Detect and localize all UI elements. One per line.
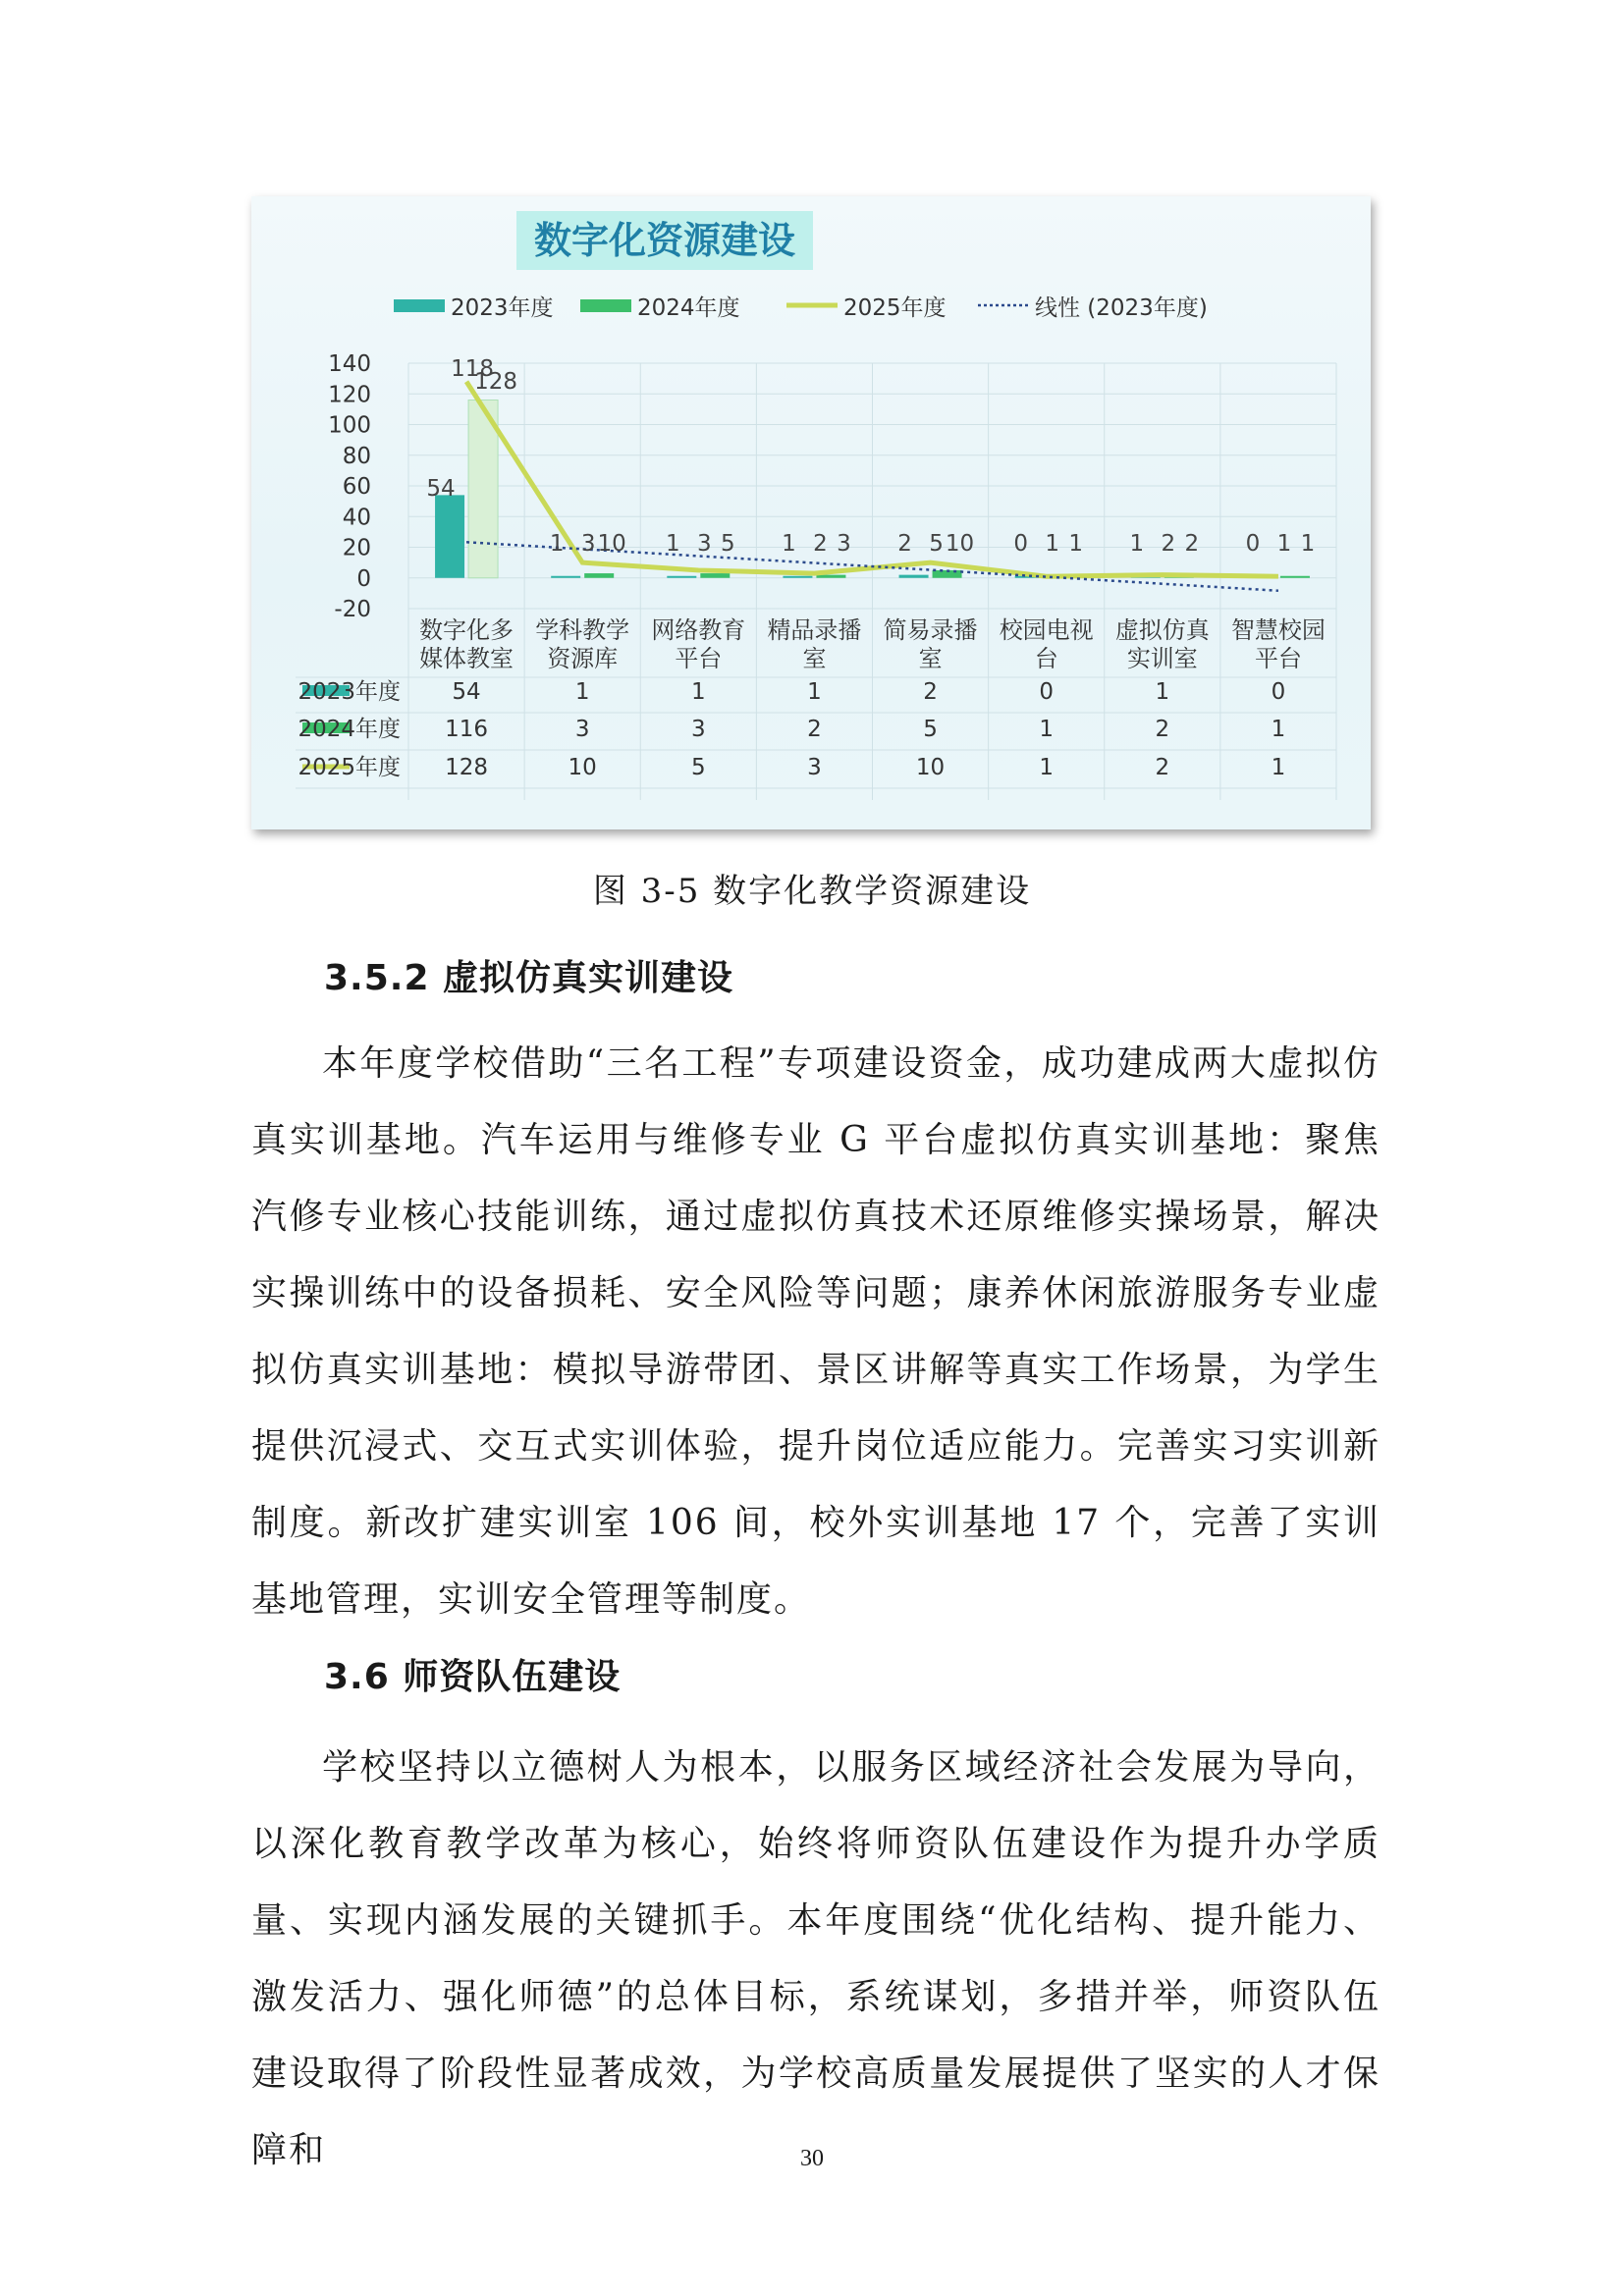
category-label: 室 xyxy=(802,645,827,672)
data-label: 118 xyxy=(451,356,495,382)
legend-swatch xyxy=(580,299,631,312)
category-label: 校园电视 xyxy=(999,616,1094,644)
table-cell: 2 xyxy=(807,717,822,742)
data-label: 0 xyxy=(1013,530,1029,557)
data-label: 1 xyxy=(1068,530,1084,557)
bar-2024 xyxy=(584,573,614,578)
category-label: 资源库 xyxy=(547,645,619,672)
table-cell: 2 xyxy=(923,679,938,705)
bar-2024 xyxy=(1280,576,1310,578)
data-label: 3 xyxy=(837,530,851,557)
table-cell: 2 xyxy=(1155,755,1170,780)
table-cell: 5 xyxy=(690,755,706,780)
legend-label: 2024年度 xyxy=(637,295,740,321)
table-cell: 2 xyxy=(1155,717,1170,742)
data-label: 2 xyxy=(813,530,828,557)
data-label: 2 xyxy=(1161,530,1176,557)
category-label: 平台 xyxy=(1254,645,1302,672)
section-heading-3-6: 3.6 师资队伍建设 xyxy=(324,1657,622,1697)
table-row-label: 2023年度 xyxy=(298,679,401,705)
data-label: 1 xyxy=(549,530,565,557)
category-label: 智慧校园 xyxy=(1230,616,1326,644)
category-label: 精品录播 xyxy=(767,616,862,644)
data-label: 1 xyxy=(1045,530,1060,557)
category-label: 室 xyxy=(918,645,943,672)
table-cell: 10 xyxy=(915,755,946,780)
category-label: 媒体教室 xyxy=(419,645,514,672)
data-label: 1 xyxy=(782,530,796,557)
table-row-label: 2025年度 xyxy=(298,755,401,780)
data-label: 3 xyxy=(696,530,712,557)
category-label: 平台 xyxy=(675,645,723,672)
table-cell: 1 xyxy=(1271,755,1286,780)
y-tick-label: 60 xyxy=(342,474,371,500)
section-heading-3-5-2: 3.5.2 虚拟仿真实训建设 xyxy=(324,958,734,998)
data-label: 1 xyxy=(1129,530,1145,557)
bar-2023 xyxy=(783,576,812,578)
bar-2023 xyxy=(667,576,696,578)
data-label: 2 xyxy=(897,530,912,557)
table-cell: 1 xyxy=(1155,679,1170,705)
category-label: 简易录播 xyxy=(883,616,978,644)
bar-2023 xyxy=(551,576,580,578)
table-cell: 1 xyxy=(690,679,706,705)
category-label: 台 xyxy=(1034,645,1058,672)
y-tick-label: 0 xyxy=(356,565,371,592)
data-label: 1 xyxy=(1276,530,1292,557)
data-label: 0 xyxy=(1245,530,1261,557)
category-label: 网络教育 xyxy=(651,616,746,644)
data-label: 10 xyxy=(945,530,975,557)
data-label: 10 xyxy=(597,530,626,557)
legend-label: 2025年度 xyxy=(843,295,947,321)
chart-figure xyxy=(251,196,1371,829)
chart-svg xyxy=(251,196,1371,829)
legend-label: 线性 (2023年度) xyxy=(1035,295,1208,321)
category-label: 实训室 xyxy=(1126,645,1198,672)
y-tick-label: 80 xyxy=(342,443,371,469)
table-cell: 1 xyxy=(1039,755,1055,780)
data-label: 54 xyxy=(426,476,456,502)
legend-swatch xyxy=(394,299,445,312)
bar-2023 xyxy=(435,495,464,577)
data-label: 1 xyxy=(665,530,680,557)
table-cell: 116 xyxy=(445,717,489,742)
table-cell: 128 xyxy=(445,755,489,780)
y-tick-label: 120 xyxy=(328,382,371,408)
table-cell: 1 xyxy=(1039,717,1055,742)
chart-title: 数字化资源建设 xyxy=(533,219,796,262)
legend-label: 2023年度 xyxy=(451,295,554,321)
page-number: 30 xyxy=(800,2146,824,2171)
table-cell: 3 xyxy=(807,755,822,780)
table-cell: 1 xyxy=(574,679,590,705)
data-label: 128 xyxy=(474,369,518,395)
y-tick-label: -20 xyxy=(334,597,371,622)
table-cell: 10 xyxy=(568,755,597,780)
category-label: 数字化多 xyxy=(419,616,514,644)
table-cell: 3 xyxy=(574,717,590,742)
bar-2024 xyxy=(816,575,845,578)
data-label: 5 xyxy=(929,530,944,557)
paragraph-text: 本年度学校借助“三名工程”专项建设资金，成功建成两大虚拟仿真实训基地。汽车运用与维修专业 G 平台虚拟仿真实训基地：聚焦汽修专业核心技能训练，通过虚拟仿真技术还原维修实操场景，解决实操训练中的设备损耗、安全风险等问题；康养休闲旅游服务专业虚拟仿真实训基地：模拟导游带团、景区讲解等真实工作场景，为学生提供沉浸式、交互式实训体验，提升岗位适应能力。完善实习实训新制度。新改扩建实训室 106 间，校外实训基地 17 个，完善了实训基地管理，实训安全管理等制度。 xyxy=(251,1043,1380,1620)
table-cell: 3 xyxy=(690,717,706,742)
table-cell: 54 xyxy=(452,679,481,705)
data-label: 2 xyxy=(1184,530,1200,557)
category-label: 学科教学 xyxy=(535,616,630,644)
y-tick-label: 140 xyxy=(328,351,371,377)
data-label: 1 xyxy=(1300,530,1316,557)
bar-2024 xyxy=(700,573,730,578)
category-label: 虚拟仿真 xyxy=(1114,616,1210,644)
y-tick-label: 20 xyxy=(342,535,371,561)
table-row-label: 2024年度 xyxy=(298,717,401,742)
table-cell: 1 xyxy=(1271,717,1286,742)
table-cell: 5 xyxy=(923,717,938,742)
data-label: 3 xyxy=(580,530,596,557)
data-label: 5 xyxy=(720,530,735,557)
paragraph-virtual-training xyxy=(251,1026,1380,1638)
table-cell: 0 xyxy=(1271,679,1286,705)
y-tick-label: 40 xyxy=(342,505,371,531)
y-tick-label: 100 xyxy=(328,412,371,439)
paragraph-text: 学校坚持以立德树人为根本，以服务区域经济社会发展为导向，以深化教育教学改革为核心，始终将师资队伍建设作为提升办学质量、实现内涵发展的关键抓手。本年度围绕“优化结构、提升能力、激发活力、强化师德”的总体目标，系统谋划，多措并举，师资队伍建设取得了阶段性显著成效，为学校高质量发展提供了坚实的人才保障和 xyxy=(251,1747,1380,2170)
figure-caption: 图 3-5 数字化教学资源建设 xyxy=(592,872,1032,911)
paragraph-faculty xyxy=(251,1730,1380,2189)
table-cell: 1 xyxy=(807,679,822,705)
table-cell: 0 xyxy=(1039,679,1055,705)
bar-2023 xyxy=(899,575,929,578)
